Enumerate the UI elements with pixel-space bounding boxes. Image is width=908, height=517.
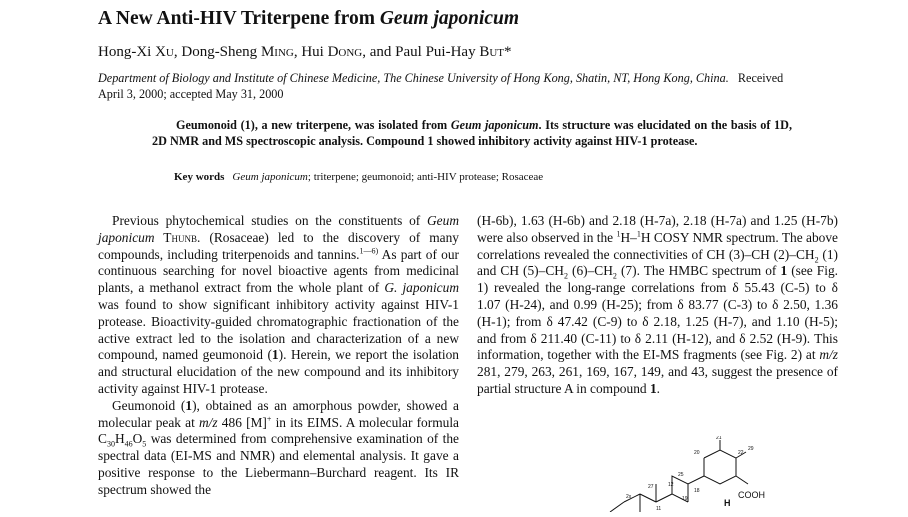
keyword-species: Geum japonicum [232, 171, 308, 183]
author-1-last: Xu [155, 44, 174, 60]
received-dates: Received April 3, 2000; accepted May 31, 2000 [98, 71, 784, 101]
author-list [98, 44, 512, 61]
paragraph [98, 398, 459, 499]
abstract-text: . Its structure was elucidated on the basis of 1D, 2D NMR and MS spectroscopic analysis. Compound 1 showed inhibitory activity against HIV-1 protease. [152, 118, 792, 149]
bond [656, 494, 672, 502]
keyword-list: ; triterpene; geumonoid; anti-HIV protease; Rosaceae [307, 171, 544, 183]
abstract [152, 117, 792, 149]
superscript: 1 [616, 229, 621, 239]
text: was found to show significant inhibitory activity against HIV-1 protease. Bioactivity-guided chromatographic fractionation of the active extract led to the isolation and characterization of a new compound, named geumonoid ( [98, 296, 459, 363]
atom-label: 11 [656, 506, 662, 512]
text: (Rosaceae) led to the discovery of many compounds, including triterpenoids and tannins. [98, 229, 459, 262]
ring-e [704, 450, 736, 484]
author-2-last: Ming [260, 44, 294, 60]
structure-labels [626, 436, 754, 512]
text: As part of our continuous searching for novel bioactive agents from medicinal plants, a methanol extract from the whole plant of [98, 246, 460, 296]
affiliation-text: Department of Biology and Institute of Chinese Medicine, The Chinese University of Hong Kong, Shatin, NT, Hong Kong, China. [98, 71, 729, 85]
keywords [174, 171, 814, 183]
abstract-text: Geumonoid (1), a new triterpene, was isolated from [176, 118, 451, 132]
hydrogen-label: H [724, 498, 731, 508]
compound-number: 1 [780, 263, 788, 279]
text: . [656, 380, 660, 396]
atom-label: 20 [694, 450, 700, 456]
paragraph [98, 213, 459, 398]
author-sep: , [293, 44, 302, 60]
text: H [114, 431, 125, 447]
left-column [98, 213, 459, 499]
text: (H-6b), 1.63 (H-6b) and 2.18 (H-7a), 2.18 (H-7a) and 1.25 (H-7b) were also observed in the [477, 213, 838, 245]
compound-number: 1 [185, 397, 193, 413]
affiliation [98, 70, 798, 102]
author-3-first: Hui [301, 44, 328, 60]
atom-label: 25 [678, 472, 684, 478]
text: (see Fig. 1) revealed the long-range correlations from δ 55.43 (C-5) to δ 1.07 (H-24), and 0.99 (H-25); from δ 83.77 (C-3) to δ 2.50, 1.36 (H-1); from δ 47.42 (C-9) to δ 2.18, 1.25 (H-7), and 1.10 (H-5); and from δ 211.40 (C-11) to δ 2.11 (H-12), and δ 2.52 (H-9). This information, together with the EI-MS fragments (see Fig. 2) at [477, 263, 839, 363]
title-species: Geum japonicum [379, 8, 520, 29]
compound-number: 1 [649, 380, 657, 396]
text: (1) and CH (5)–CH [477, 246, 838, 279]
corresponding-mark: * [504, 44, 512, 60]
carboxyl-label: COOH [738, 490, 765, 500]
atom-label: 21 [716, 436, 722, 441]
subscript: 46 [124, 440, 133, 450]
subscript: 2 [612, 272, 617, 282]
author-2-first: Dong-Sheng [181, 44, 261, 60]
text: H COSY NMR spectrum. The above correlations revealed the connectivities of CH (3)–CH (2)–CH [477, 229, 838, 262]
subscript: 2 [814, 255, 819, 265]
atom-label: 29 [748, 446, 754, 452]
text: ), obtained as an amorphous powder, showed a molecular peak at [98, 397, 459, 430]
species: Geum japonicum [98, 213, 459, 245]
mz-label: m/z [199, 414, 218, 430]
paper-title [98, 8, 519, 30]
superscript: 1 [636, 229, 641, 239]
title-text: A New Anti-HIV Triterpene from [98, 8, 380, 29]
atom-label: 18 [694, 488, 700, 494]
superscript: + [266, 414, 272, 424]
reference-marker: 1—6) [359, 246, 379, 256]
author-3-last: Dong [327, 44, 363, 60]
atom-label: 22 [738, 450, 744, 456]
author-1-first: Hong-Xi [98, 44, 156, 60]
subscript: 5 [142, 440, 147, 450]
compound-number: 1 [271, 347, 279, 363]
text: was determined from comprehensive examination of the spectral data (EI-MS and NMR) and elemental analysis. It gave a positive response to the Liebermann–Burchard reagent. Its IR spectrum showed the [98, 431, 459, 497]
text: Previous phytochemical studies on the constituents of [112, 213, 428, 228]
paragraph [477, 213, 838, 398]
author-4-last: But [479, 44, 505, 60]
text: O [132, 431, 143, 447]
right-column [477, 213, 838, 398]
abstract-species: Geum japonicum [450, 118, 539, 132]
mz-label: m/z [819, 347, 838, 363]
authority: Thunb. [154, 229, 201, 245]
text: Geumonoid ( [112, 397, 186, 413]
text: in its EIMS. A molecular formula C [98, 414, 459, 447]
text: ). Herein, we report the isolation and structural elucidation of the new compound and its inhibitory activity against HIV-1 protease. [98, 347, 459, 396]
bond [610, 502, 624, 512]
text: H– [620, 229, 637, 245]
subscript: 2 [563, 272, 568, 282]
atom-label: 12 [668, 482, 674, 488]
atom-label: 19 [682, 496, 688, 502]
author-4-first: Paul Pui-Hay [395, 44, 480, 60]
text: 281, 279, 263, 261, 169, 167, 149, and 43, suggest the presence of partial structure A in compound [477, 364, 838, 396]
chemical-structure-figure [570, 436, 790, 512]
atom-label: 2x [626, 494, 632, 500]
atom-label: 27 [648, 484, 654, 490]
author-sep: , and [362, 44, 396, 60]
subscript: 30 [106, 440, 115, 450]
text: 486 [M] [217, 414, 267, 430]
text: (7). The HMBC spectrum of [616, 263, 781, 279]
structure-drawing [570, 436, 790, 512]
author-sep: , [173, 44, 182, 60]
bond [736, 476, 748, 484]
text: (6)–CH [567, 263, 613, 279]
species: G. japonicum [384, 280, 459, 296]
bond [640, 494, 656, 502]
keywords-label: Key words [174, 171, 225, 183]
